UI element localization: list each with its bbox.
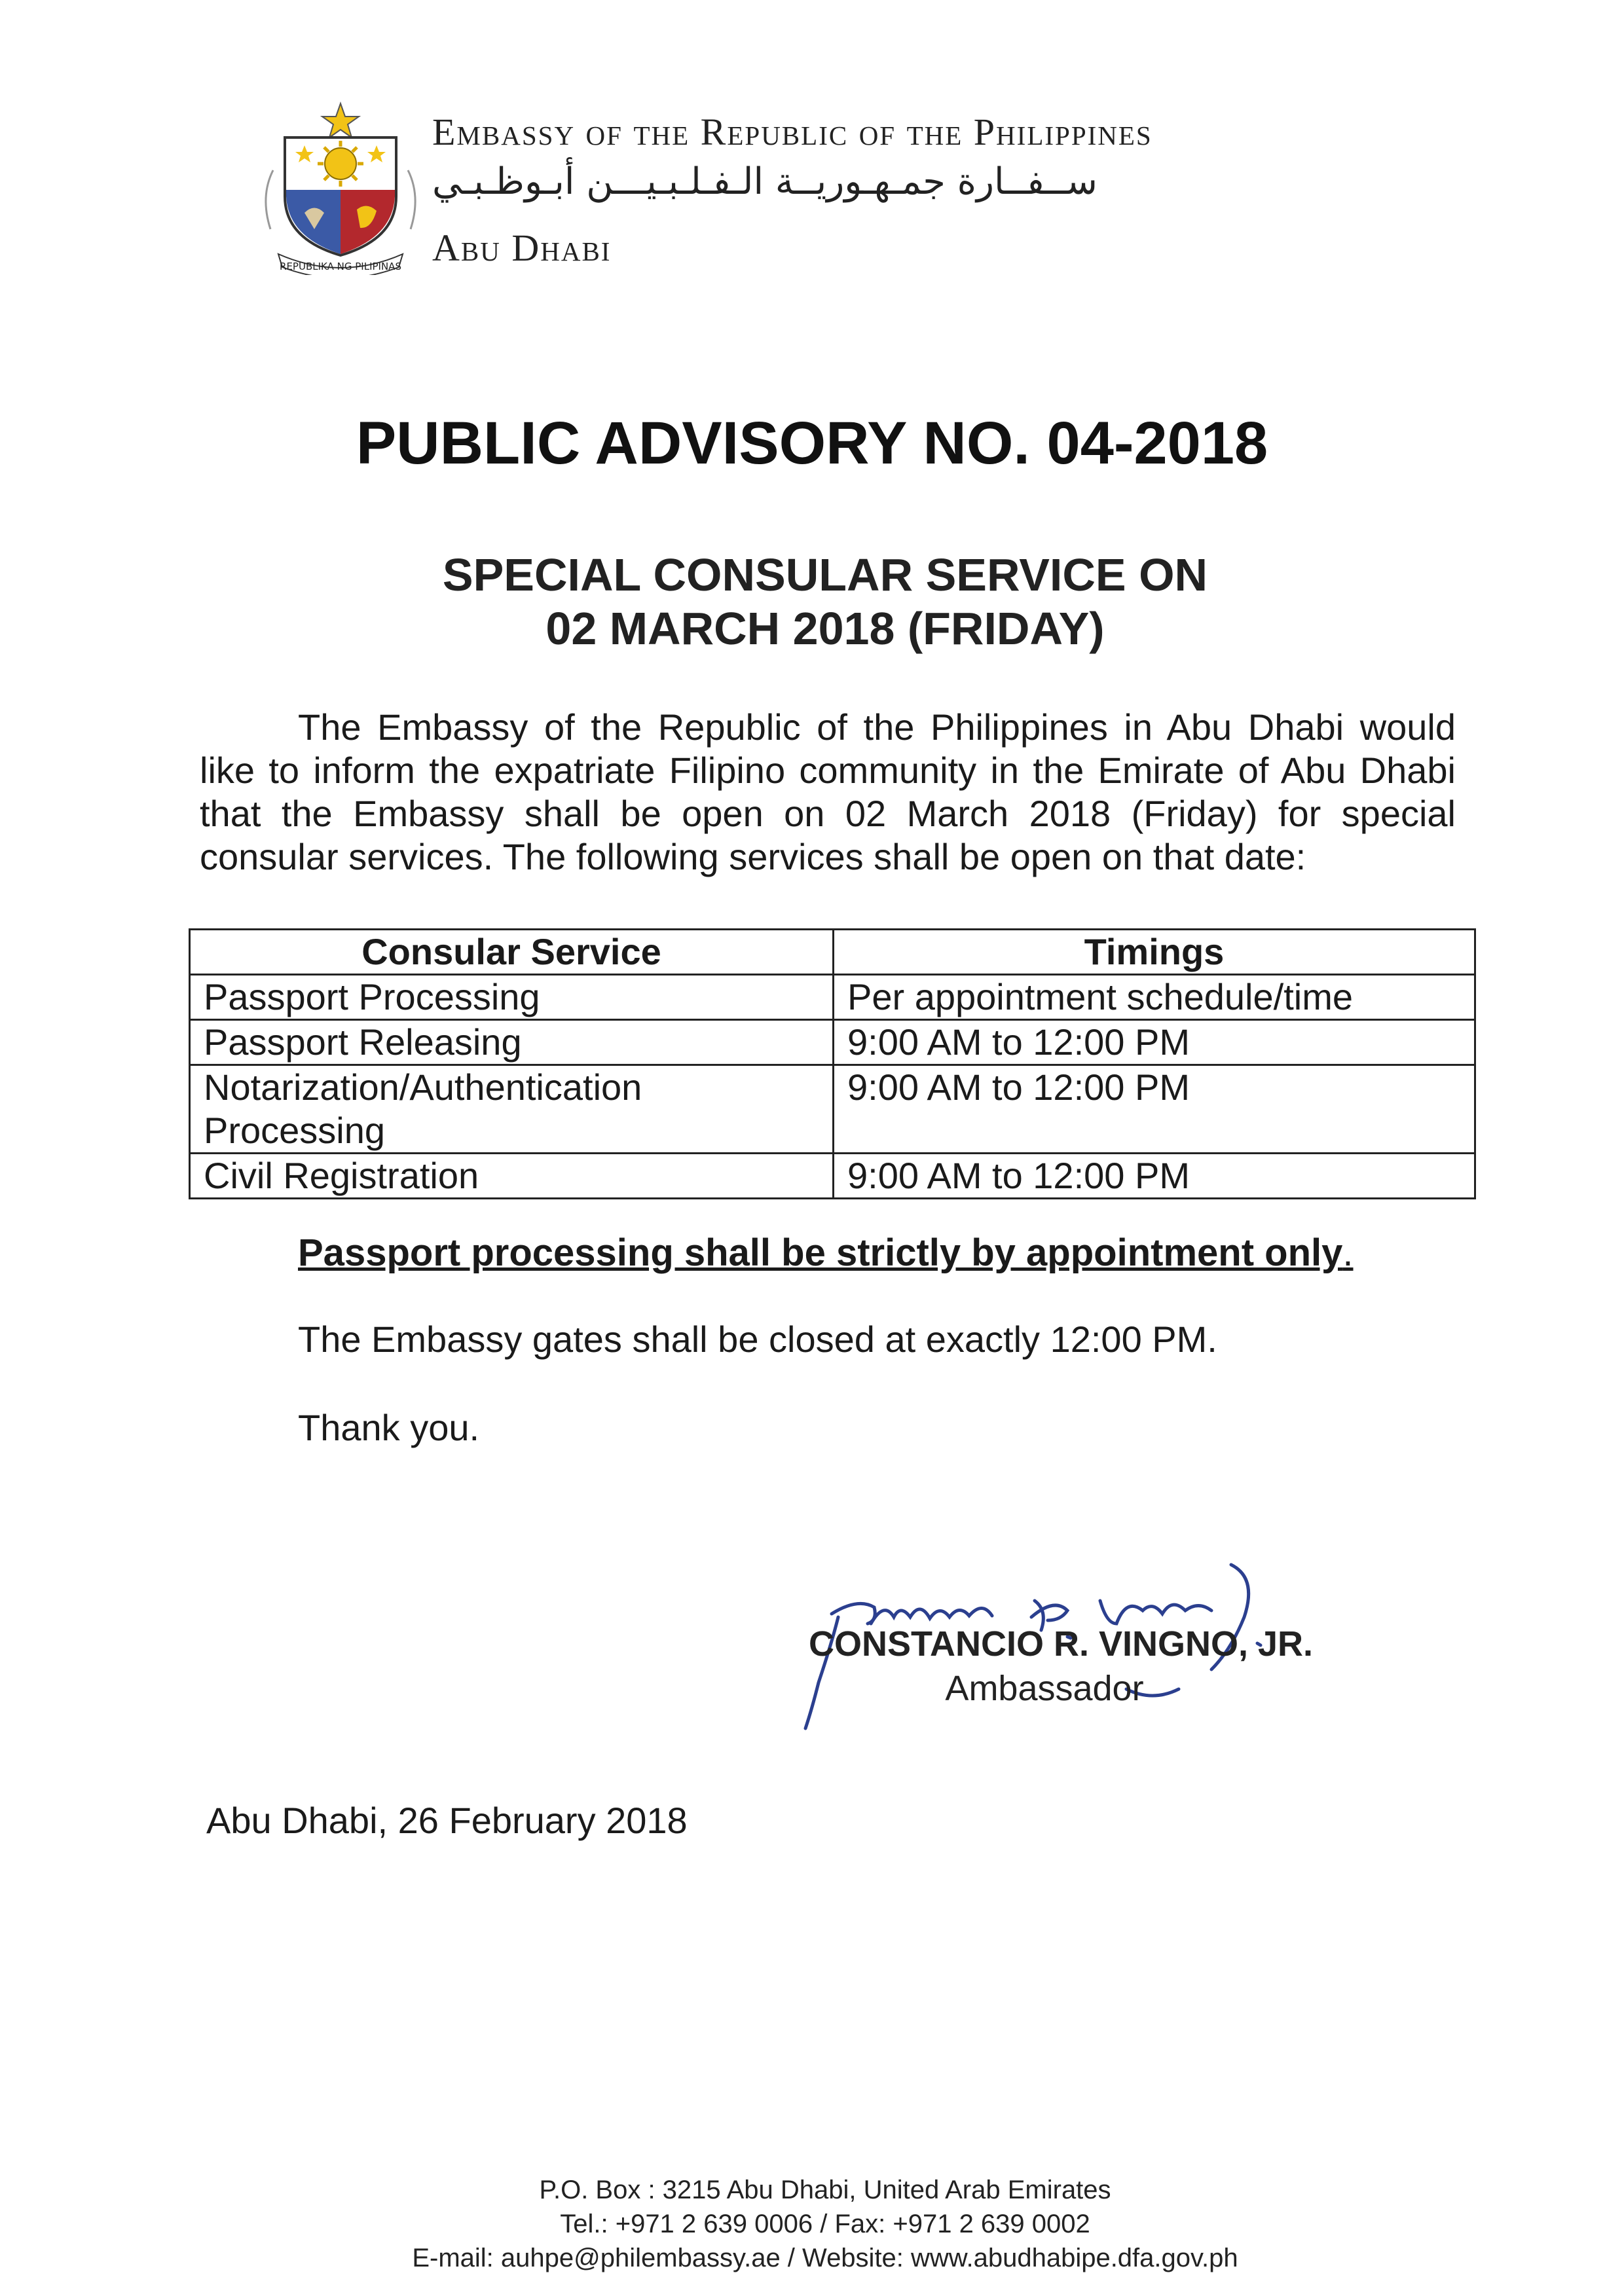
service-cell: Passport Processing (190, 975, 834, 1020)
table-row (190, 1020, 1475, 1065)
table-row (190, 1065, 1475, 1154)
timing-cell: Per appointment schedule/time (834, 975, 1475, 1020)
service-cell: Civil Registration (190, 1154, 834, 1199)
timing-cell: 9:00 AM to 12:00 PM (834, 1020, 1475, 1065)
advisory-subtitle-line2: 02 MARCH 2018 (FRIDAY) (545, 603, 1105, 654)
intro-text: The Embassy of the Republic of the Philippines in Abu Dhabi would like to inform the expatriate Filipino community in the Emirate of Abu Dhabi that the Embassy shall be open on 02 March 2018 (Friday) for special consular services. The following services shall be open on that date: (200, 706, 1456, 877)
embassy-name: Embassy of the Republic of the Philippines (432, 111, 1153, 153)
intro-paragraph (200, 706, 1456, 879)
table-header-row (190, 930, 1475, 975)
header-timings: Timings (834, 930, 1475, 975)
advisory-subtitle-line1: SPECIAL CONSULAR SERVICE ON (442, 549, 1208, 600)
appointment-note-period: . (1342, 1231, 1354, 1274)
service-cell: Notarization/Authentication Processing (190, 1065, 834, 1154)
table-row (190, 975, 1475, 1020)
footer-address: P.O. Box : 3215 Abu Dhabi, United Arab Emirates (539, 2176, 1111, 2204)
philippine-coat-of-arms-icon (259, 98, 422, 275)
advisory-title: PUBLIC ADVISORY NO. 04-2018 (356, 410, 1268, 477)
services-table (189, 928, 1476, 1199)
gates-note: The Embassy gates shall be closed at exactly 12:00 PM. (298, 1319, 1217, 1360)
signatory-title: Ambassador (945, 1669, 1144, 1708)
thank-you: Thank you. (298, 1407, 480, 1448)
footer-contact: E-mail: auhpe@philembassy.ae / Website: www.abudhabipe.dfa.gov.ph (412, 2244, 1238, 2272)
signatory-name: CONSTANCIO R. VINGNO, JR. (808, 1624, 1314, 1664)
header-consular-service: Consular Service (190, 930, 834, 975)
table-row (190, 1154, 1475, 1199)
timing-cell: 9:00 AM to 12:00 PM (834, 1154, 1475, 1199)
footer-phone: Tel.: +971 2 639 0006 / Fax: +971 2 639 0002 (560, 2210, 1090, 2238)
timing-cell: 9:00 AM to 12:00 PM (834, 1065, 1475, 1154)
embassy-name-arabic: ســفــارة جمـهـوريــة الـفـلـبـيـــن أبـوظـبـي (432, 160, 1098, 203)
seal-text: REPUBLIKA NG PILIPINAS (280, 261, 401, 272)
service-cell: Passport Releasing (190, 1020, 834, 1065)
appointment-note-text: Passport processing shall be strictly by appointment only (298, 1231, 1343, 1274)
embassy-city: Abu Dhabi (432, 227, 612, 269)
appointment-note (298, 1231, 1354, 1275)
dateline: Abu Dhabi, 26 February 2018 (206, 1800, 688, 1841)
